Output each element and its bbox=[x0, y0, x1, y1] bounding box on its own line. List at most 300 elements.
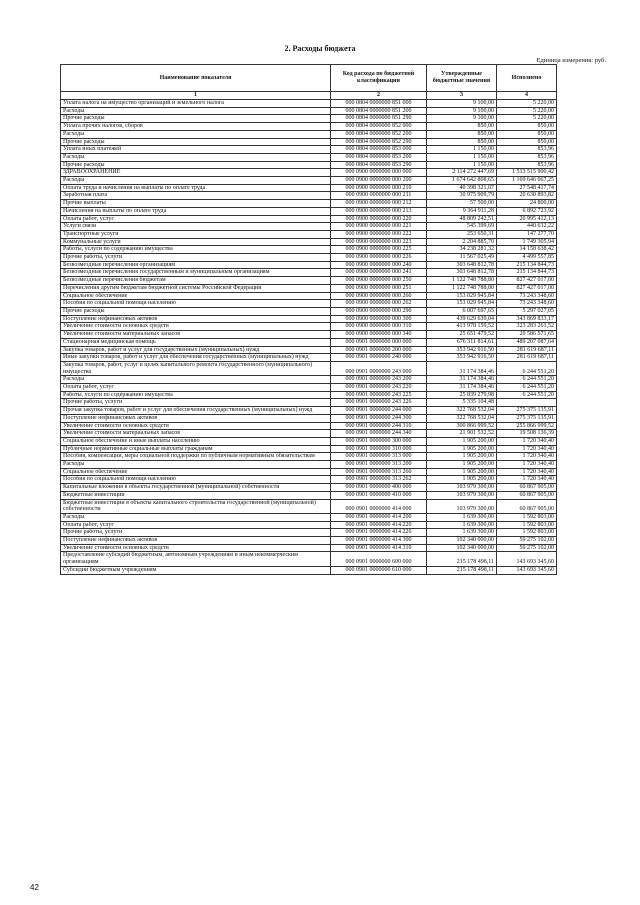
table-row bbox=[61, 476, 557, 484]
row-approved: 1 122 748 788,80 bbox=[427, 284, 497, 292]
row-executed: 1 513 515 900,42 bbox=[497, 169, 557, 177]
row-code: 000 0804 0000000 851 200 bbox=[331, 107, 427, 115]
row-executed: 281 619 687,11 bbox=[497, 346, 557, 354]
row-executed: 143 693 345,60 bbox=[497, 552, 557, 566]
row-code: 000 0901 0000000 000 000 bbox=[331, 338, 427, 346]
column-index: 4 bbox=[497, 92, 557, 100]
row-executed: 19 508 136,39 bbox=[497, 430, 557, 438]
row-name: Транспортные услуги bbox=[61, 230, 331, 238]
table-row bbox=[61, 537, 557, 545]
row-name: Коммунальные услуги bbox=[61, 238, 331, 246]
table-row bbox=[61, 414, 557, 422]
row-code: 000 0901 0000000 600 000 bbox=[331, 552, 427, 566]
row-name: Прочие расходы bbox=[61, 161, 331, 169]
row-approved: 6 007 697,65 bbox=[427, 307, 497, 315]
table-row bbox=[61, 115, 557, 123]
row-approved: 103 979 300,00 bbox=[427, 491, 497, 499]
row-executed: 1 169 646 067,25 bbox=[497, 177, 557, 185]
row-name: Поступление нефинансовых активов bbox=[61, 414, 331, 422]
row-executed: 850,00 bbox=[497, 138, 557, 146]
row-code: 000 0900 0000000 000 211 bbox=[331, 192, 427, 200]
row-executed: 60 867 905,00 bbox=[497, 484, 557, 492]
row-name: Субсидии бюджетным учреждениям bbox=[61, 566, 331, 574]
row-code: 000 0900 0000000 000 222 bbox=[331, 230, 427, 238]
row-name: Пособия, компенсации, меры социальной поддержки по публичным нормативным обязательствам bbox=[61, 453, 331, 461]
row-approved: 850,00 bbox=[427, 123, 497, 131]
row-approved: 322 768 532,04 bbox=[427, 414, 497, 422]
table-row bbox=[61, 499, 557, 513]
table-row bbox=[61, 430, 557, 438]
row-approved: 11 567 025,49 bbox=[427, 254, 497, 262]
row-approved: 2 114 272 447,69 bbox=[427, 169, 497, 177]
row-approved: 545 399,69 bbox=[427, 223, 497, 231]
row-approved: 153 029 945,84 bbox=[427, 300, 497, 308]
row-executed: 6 244 551,20 bbox=[497, 376, 557, 384]
table-row bbox=[61, 246, 557, 254]
row-code: 000 0900 0000000 000 310 bbox=[331, 323, 427, 331]
table-row bbox=[61, 384, 557, 392]
row-approved: 850,00 bbox=[427, 130, 497, 138]
table-row bbox=[61, 169, 557, 177]
table-row bbox=[61, 468, 557, 476]
column-index: 1 bbox=[61, 92, 331, 100]
row-name: Прочие работы, услуги bbox=[61, 399, 331, 407]
row-name: Капитальные вложения в объекты государственной (муниципальной) собственности bbox=[61, 484, 331, 492]
row-name: Расходы bbox=[61, 513, 331, 521]
row-executed: 60 867 905,00 bbox=[497, 491, 557, 499]
row-name: Перечисления другим бюджетам бюджетной системы Российской Федерации bbox=[61, 284, 331, 292]
row-name: Закупка товаров, работ и услуг для государственных (муниципальных) нужд bbox=[61, 346, 331, 354]
row-executed: 24 800,00 bbox=[497, 200, 557, 208]
row-executed: 20 995 412,13 bbox=[497, 215, 557, 223]
row-name: Уплата налога на имущество организаций и земельного налога bbox=[61, 100, 331, 108]
row-approved: 57 500,00 bbox=[427, 200, 497, 208]
row-executed: 827 427 017,00 bbox=[497, 277, 557, 285]
header-code: Код расхода по бюджетной классификации bbox=[331, 65, 427, 92]
row-executed: 1 720 340,40 bbox=[497, 468, 557, 476]
row-code: 000 0804 0000000 853 290 bbox=[331, 161, 427, 169]
table-row bbox=[61, 307, 557, 315]
row-executed: 1 720 340,40 bbox=[497, 445, 557, 453]
row-approved: 850,00 bbox=[427, 138, 497, 146]
row-code: 000 0901 0000000 244 340 bbox=[331, 430, 427, 438]
table-row bbox=[61, 331, 557, 339]
table-row bbox=[61, 529, 557, 537]
row-code: 000 0901 0000000 414 310 bbox=[331, 544, 427, 552]
row-name: Социальное обеспечение и иные выплаты населению bbox=[61, 437, 331, 445]
row-executed: 27 548 417,74 bbox=[497, 184, 557, 192]
row-code: 000 0901 0000000 200 000 bbox=[331, 346, 427, 354]
row-approved: 34 238 281,32 bbox=[427, 246, 497, 254]
table-row bbox=[61, 491, 557, 499]
row-name: Расходы bbox=[61, 177, 331, 185]
row-executed: 440 632,22 bbox=[497, 223, 557, 231]
row-executed: 489 207 087,64 bbox=[497, 338, 557, 346]
table-row bbox=[61, 107, 557, 115]
row-executed: 20 586 571,65 bbox=[497, 331, 557, 339]
row-name: Безвозмездные перечисления организациям bbox=[61, 261, 331, 269]
row-approved: 353 942 916,50 bbox=[427, 354, 497, 362]
row-name: Увеличение стоимости основных средств bbox=[61, 323, 331, 331]
table-row bbox=[61, 422, 557, 430]
row-name: Прочие расходы bbox=[61, 138, 331, 146]
table-row bbox=[61, 566, 557, 574]
row-name: Закупка товаров, работ, услуг в целях капитального ремонта государственного (муниципального) имущества bbox=[61, 361, 331, 375]
table-row bbox=[61, 192, 557, 200]
row-approved: 31 174 384,46 bbox=[427, 376, 497, 384]
row-approved: 40 398 321,07 bbox=[427, 184, 497, 192]
row-code: 000 0901 0000000 243 226 bbox=[331, 399, 427, 407]
table-row bbox=[61, 277, 557, 285]
row-approved: 9 100,00 bbox=[427, 115, 497, 123]
row-name: Увеличение стоимости материальных запасов bbox=[61, 331, 331, 339]
row-code: 000 0900 0000000 000 220 bbox=[331, 215, 427, 223]
row-executed: 73 243 348,60 bbox=[497, 300, 557, 308]
row-code: 000 0900 0000000 000 340 bbox=[331, 331, 427, 339]
row-code: 000 0804 0000000 853 000 bbox=[331, 146, 427, 154]
row-approved: 300 866 999,52 bbox=[427, 422, 497, 430]
row-approved: 1 905 200,00 bbox=[427, 468, 497, 476]
row-name: Поступление нефинансовых активов bbox=[61, 537, 331, 545]
row-name: Расходы bbox=[61, 376, 331, 384]
row-code: 000 0901 0000000 310 000 bbox=[331, 445, 427, 453]
row-approved: 1 639 300,00 bbox=[427, 521, 497, 529]
column-index: 3 bbox=[427, 92, 497, 100]
units-label: Единица измерения: руб. bbox=[536, 57, 606, 64]
row-code: 000 0901 0000000 240 000 bbox=[331, 354, 427, 362]
column-index-row bbox=[61, 92, 557, 100]
row-executed: 853,96 bbox=[497, 153, 557, 161]
row-approved: 1 905 200,00 bbox=[427, 445, 497, 453]
row-code: 000 0901 0000000 313 200 bbox=[331, 461, 427, 469]
table-row bbox=[61, 146, 557, 154]
table-row bbox=[61, 207, 557, 215]
row-name: Увеличение стоимости основных средств bbox=[61, 544, 331, 552]
row-approved: 1 122 748 788,80 bbox=[427, 277, 497, 285]
row-executed: 255 866 999,52 bbox=[497, 422, 557, 430]
row-code: 000 0901 0000000 414 220 bbox=[331, 521, 427, 529]
row-executed: 1 749 305,94 bbox=[497, 238, 557, 246]
row-approved: 48 809 242,51 bbox=[427, 215, 497, 223]
row-code: 000 0804 0000000 852 290 bbox=[331, 138, 427, 146]
row-executed: 5 297 027,05 bbox=[497, 307, 557, 315]
row-approved: 1 639 300,00 bbox=[427, 529, 497, 537]
row-approved: 102 340 000,00 bbox=[427, 537, 497, 545]
table-row bbox=[61, 123, 557, 131]
row-code: 000 0900 0000000 000 223 bbox=[331, 238, 427, 246]
table-row bbox=[61, 138, 557, 146]
row-name: Расходы bbox=[61, 130, 331, 138]
row-approved: 253 650,31 bbox=[427, 230, 497, 238]
row-name: Расходы bbox=[61, 153, 331, 161]
row-approved: 1 150,00 bbox=[427, 146, 497, 154]
table-row bbox=[61, 544, 557, 552]
row-name: Расходы bbox=[61, 107, 331, 115]
table-row bbox=[61, 261, 557, 269]
row-name: Бюджетные инвестиции bbox=[61, 491, 331, 499]
table-row bbox=[61, 391, 557, 399]
table-row bbox=[61, 292, 557, 300]
row-code: 000 0901 0000000 244 310 bbox=[331, 422, 427, 430]
row-approved: 1 150,00 bbox=[427, 161, 497, 169]
row-name: Предоставление субсидий бюджетным, автономным учреждениям и иным некоммерческим организациям bbox=[61, 552, 331, 566]
row-approved: 9 364 911,28 bbox=[427, 207, 497, 215]
row-name: Прочие расходы bbox=[61, 307, 331, 315]
header-approved: Утвержденные бюджетные значения bbox=[427, 65, 497, 92]
table-row bbox=[61, 338, 557, 346]
row-executed: 5 220,00 bbox=[497, 115, 557, 123]
table-row bbox=[61, 177, 557, 185]
row-executed: 853,96 bbox=[497, 146, 557, 154]
row-approved: 103 979 300,00 bbox=[427, 484, 497, 492]
row-name: Безвозмездные перечисления бюджетам bbox=[61, 277, 331, 285]
table-row bbox=[61, 269, 557, 277]
row-executed: 323 283 261,52 bbox=[497, 323, 557, 331]
row-executed: 215 134 844,73 bbox=[497, 269, 557, 277]
row-executed: 1 720 340,40 bbox=[497, 453, 557, 461]
row-executed: 1 592 803,00 bbox=[497, 521, 557, 529]
row-approved: 1 905 200,00 bbox=[427, 453, 497, 461]
row-approved: 25 839 279,98 bbox=[427, 391, 497, 399]
table-row bbox=[61, 238, 557, 246]
row-executed: 827 427 017,00 bbox=[497, 284, 557, 292]
row-executed: 4 499 557,85 bbox=[497, 254, 557, 262]
row-executed: 20 630 893,82 bbox=[497, 192, 557, 200]
row-code: 000 0901 0000000 243 220 bbox=[331, 384, 427, 392]
row-approved: 1 905 200,00 bbox=[427, 437, 497, 445]
table-row bbox=[61, 407, 557, 415]
row-approved: 1 674 642 808,65 bbox=[427, 177, 497, 185]
row-name: Оплата труда и начисления на выплаты по оплате труда bbox=[61, 184, 331, 192]
row-name: Уплата прочих налогов, сборов bbox=[61, 123, 331, 131]
table-row bbox=[61, 184, 557, 192]
row-approved: 21 901 532,52 bbox=[427, 430, 497, 438]
row-approved: 102 340 000,00 bbox=[427, 544, 497, 552]
section-title: 2. Расходы бюджета bbox=[284, 44, 356, 53]
table-header-row bbox=[61, 65, 557, 92]
row-code: 000 0900 0000000 000 221 bbox=[331, 223, 427, 231]
row-code: 000 0900 0000000 000 290 bbox=[331, 307, 427, 315]
row-name: Публичные нормативные социальные выплаты гражданам bbox=[61, 445, 331, 453]
row-approved: 30 975 909,79 bbox=[427, 192, 497, 200]
row-approved: 215 178 498,11 bbox=[427, 566, 497, 574]
table-row bbox=[61, 215, 557, 223]
row-code: 000 0901 0000000 414 300 bbox=[331, 537, 427, 545]
table-row bbox=[61, 153, 557, 161]
row-executed: 1 592 803,00 bbox=[497, 529, 557, 537]
row-executed: 215 134 844,73 bbox=[497, 261, 557, 269]
row-executed: 850,00 bbox=[497, 123, 557, 131]
row-executed: 60 867 905,00 bbox=[497, 499, 557, 513]
row-code: 000 0900 0000000 000 226 bbox=[331, 254, 427, 262]
table-body bbox=[61, 100, 557, 575]
row-code: 000 0900 0000000 000 260 bbox=[331, 292, 427, 300]
row-code: 000 0901 0000000 313 000 bbox=[331, 453, 427, 461]
table-row bbox=[61, 361, 557, 375]
row-code: 000 0804 0000000 853 200 bbox=[331, 153, 427, 161]
row-executed: 853,96 bbox=[497, 161, 557, 169]
row-name: Начисления на выплаты по оплате труда bbox=[61, 207, 331, 215]
row-code: 000 0804 0000000 852 200 bbox=[331, 130, 427, 138]
row-code: 000 0901 0000000 400 000 bbox=[331, 484, 427, 492]
table-row bbox=[61, 346, 557, 354]
row-executed: 1 720 340,40 bbox=[497, 461, 557, 469]
row-code: 000 0901 0000000 243 225 bbox=[331, 391, 427, 399]
row-executed: 6 244 551,20 bbox=[497, 384, 557, 392]
table-row bbox=[61, 399, 557, 407]
table-row bbox=[61, 552, 557, 566]
row-code: 000 0804 0000000 851 000 bbox=[331, 100, 427, 108]
row-name: Уплата иных платежей bbox=[61, 146, 331, 154]
row-approved: 303 648 812,78 bbox=[427, 261, 497, 269]
row-approved: 353 942 916,50 bbox=[427, 346, 497, 354]
row-approved: 215 178 498,11 bbox=[427, 552, 497, 566]
row-code: 000 0900 0000000 000 240 bbox=[331, 261, 427, 269]
table-row bbox=[61, 453, 557, 461]
row-code: 000 0900 0000000 000 000 bbox=[331, 169, 427, 177]
row-code: 000 0900 0000000 000 213 bbox=[331, 207, 427, 215]
row-executed: 275 375 135,91 bbox=[497, 414, 557, 422]
row-approved: 5 335 104,48 bbox=[427, 399, 497, 407]
row-executed: 6 244 551,20 bbox=[497, 361, 557, 375]
table-row bbox=[61, 445, 557, 453]
row-name: Поступление нефинансовых активов bbox=[61, 315, 331, 323]
row-approved: 31 174 384,46 bbox=[427, 361, 497, 375]
row-code: 000 0901 0000000 410 000 bbox=[331, 491, 427, 499]
table-row bbox=[61, 437, 557, 445]
table-row bbox=[61, 484, 557, 492]
row-executed: 343 869 833,17 bbox=[497, 315, 557, 323]
row-name: Оплата работ, услуг bbox=[61, 215, 331, 223]
table-row bbox=[61, 100, 557, 108]
row-approved: 9 100,00 bbox=[427, 107, 497, 115]
row-approved: 25 651 479,52 bbox=[427, 331, 497, 339]
row-name: Увеличение стоимости материальных запасов bbox=[61, 430, 331, 438]
row-name: Бюджетные инвестиции в объекты капитального строительства государственной (муниципальной) собственности bbox=[61, 499, 331, 513]
table-row bbox=[61, 300, 557, 308]
row-name: Безвозмездные перечисления государственным и муниципальным организациям bbox=[61, 269, 331, 277]
row-code: 000 0901 0000000 313 260 bbox=[331, 468, 427, 476]
table-row bbox=[61, 230, 557, 238]
row-name: Прочая закупка товаров, работ и услуг для обеспечения государственных (муниципальных) нужд bbox=[61, 407, 331, 415]
row-code: 000 0901 0000000 243 000 bbox=[331, 361, 427, 375]
row-approved: 322 768 532,04 bbox=[427, 407, 497, 415]
row-name: Прочие выплаты bbox=[61, 200, 331, 208]
row-approved: 439 629 639,04 bbox=[427, 315, 497, 323]
table-row bbox=[61, 323, 557, 331]
row-name: Услуги связи bbox=[61, 223, 331, 231]
row-name: Увеличение стоимости основных средств bbox=[61, 422, 331, 430]
row-executed: 143 693 345,60 bbox=[497, 566, 557, 574]
row-code: 000 0900 0000000 000 262 bbox=[331, 300, 427, 308]
row-approved: 31 174 384,46 bbox=[427, 384, 497, 392]
row-approved: 2 204 885,70 bbox=[427, 238, 497, 246]
row-code: 000 0901 0000000 313 262 bbox=[331, 476, 427, 484]
row-executed bbox=[497, 399, 557, 407]
table-row bbox=[61, 284, 557, 292]
row-executed: 1 720 340,40 bbox=[497, 437, 557, 445]
row-code: 000 0901 0000000 414 200 bbox=[331, 513, 427, 521]
row-name: Прочие работы, услуги bbox=[61, 529, 331, 537]
row-name: Расходы bbox=[61, 461, 331, 469]
row-code: 000 0901 0000000 414 000 bbox=[331, 499, 427, 513]
row-code: 000 0901 0000000 243 200 bbox=[331, 376, 427, 384]
table-row bbox=[61, 161, 557, 169]
row-code: 000 0901 0000000 414 226 bbox=[331, 529, 427, 537]
row-approved: 153 029 945,84 bbox=[427, 292, 497, 300]
table-row bbox=[61, 513, 557, 521]
header-executed: Исполнено bbox=[497, 65, 557, 92]
table-row bbox=[61, 521, 557, 529]
row-code: 000 0804 0000000 852 000 bbox=[331, 123, 427, 131]
table-row bbox=[61, 354, 557, 362]
row-approved: 1 639 300,00 bbox=[427, 513, 497, 521]
row-code: 000 0900 0000000 000 225 bbox=[331, 246, 427, 254]
row-approved: 676 311 814,61 bbox=[427, 338, 497, 346]
row-executed: 275 375 135,91 bbox=[497, 407, 557, 415]
row-approved: 103 979 300,00 bbox=[427, 499, 497, 513]
table-row bbox=[61, 200, 557, 208]
row-executed: 5 220,00 bbox=[497, 100, 557, 108]
row-code: 000 0900 0000000 000 241 bbox=[331, 269, 427, 277]
row-executed: 73 243 348,60 bbox=[497, 292, 557, 300]
row-executed: 59 275 102,00 bbox=[497, 537, 557, 545]
header-name: Наименование показателя bbox=[61, 65, 331, 92]
row-approved: 303 648 812,78 bbox=[427, 269, 497, 277]
row-executed: 6 244 551,20 bbox=[497, 391, 557, 399]
table-row bbox=[61, 223, 557, 231]
row-name: Работы, услуги по содержанию имущества bbox=[61, 246, 331, 254]
row-name: Иные закупки товаров, работ и услуг для обеспечения государственных (муниципальных) нужд bbox=[61, 354, 331, 362]
row-name: Стационарная медицинская помощь bbox=[61, 338, 331, 346]
row-code: 000 0900 0000000 000 250 bbox=[331, 277, 427, 285]
row-name: Пособия по социальной помощи населению bbox=[61, 476, 331, 484]
row-approved: 1 905 200,00 bbox=[427, 461, 497, 469]
row-code: 000 0900 0000000 000 210 bbox=[331, 184, 427, 192]
row-approved: 1 150,00 bbox=[427, 153, 497, 161]
row-code: 000 0900 0000000 000 300 bbox=[331, 315, 427, 323]
expenses-table bbox=[60, 64, 557, 575]
row-name: Заработная плата bbox=[61, 192, 331, 200]
row-code: 000 0901 0000000 244 300 bbox=[331, 414, 427, 422]
row-executed: 1 592 803,00 bbox=[497, 513, 557, 521]
row-name: Оплата работ, услуг bbox=[61, 521, 331, 529]
table-row bbox=[61, 461, 557, 469]
row-executed: 850,00 bbox=[497, 130, 557, 138]
row-executed: 14 158 638,42 bbox=[497, 246, 557, 254]
row-code: 000 0900 0000000 000 200 bbox=[331, 177, 427, 185]
row-code: 000 0900 0000000 000 212 bbox=[331, 200, 427, 208]
row-executed: 147 277,70 bbox=[497, 230, 557, 238]
table-row bbox=[61, 376, 557, 384]
table-row bbox=[61, 315, 557, 323]
row-executed: 281 619 687,11 bbox=[497, 354, 557, 362]
row-code: 000 0901 0000000 610 000 bbox=[331, 566, 427, 574]
row-name: Оплата работ, услуг bbox=[61, 384, 331, 392]
row-executed: 5 220,00 bbox=[497, 107, 557, 115]
row-name: Пособия по социальной помощи населению bbox=[61, 300, 331, 308]
row-executed: 6 892 723,92 bbox=[497, 207, 557, 215]
column-index: 2 bbox=[331, 92, 427, 100]
row-name: Социальное обеспечение bbox=[61, 292, 331, 300]
row-code: 000 0901 0000000 244 000 bbox=[331, 407, 427, 415]
row-approved: 413 978 159,52 bbox=[427, 323, 497, 331]
row-executed: 59 275 102,00 bbox=[497, 544, 557, 552]
table-row bbox=[61, 254, 557, 262]
row-code: 000 0804 0000000 851 290 bbox=[331, 115, 427, 123]
row-code: 000 0900 0000000 000 251 bbox=[331, 284, 427, 292]
row-name: Социальное обеспечение bbox=[61, 468, 331, 476]
